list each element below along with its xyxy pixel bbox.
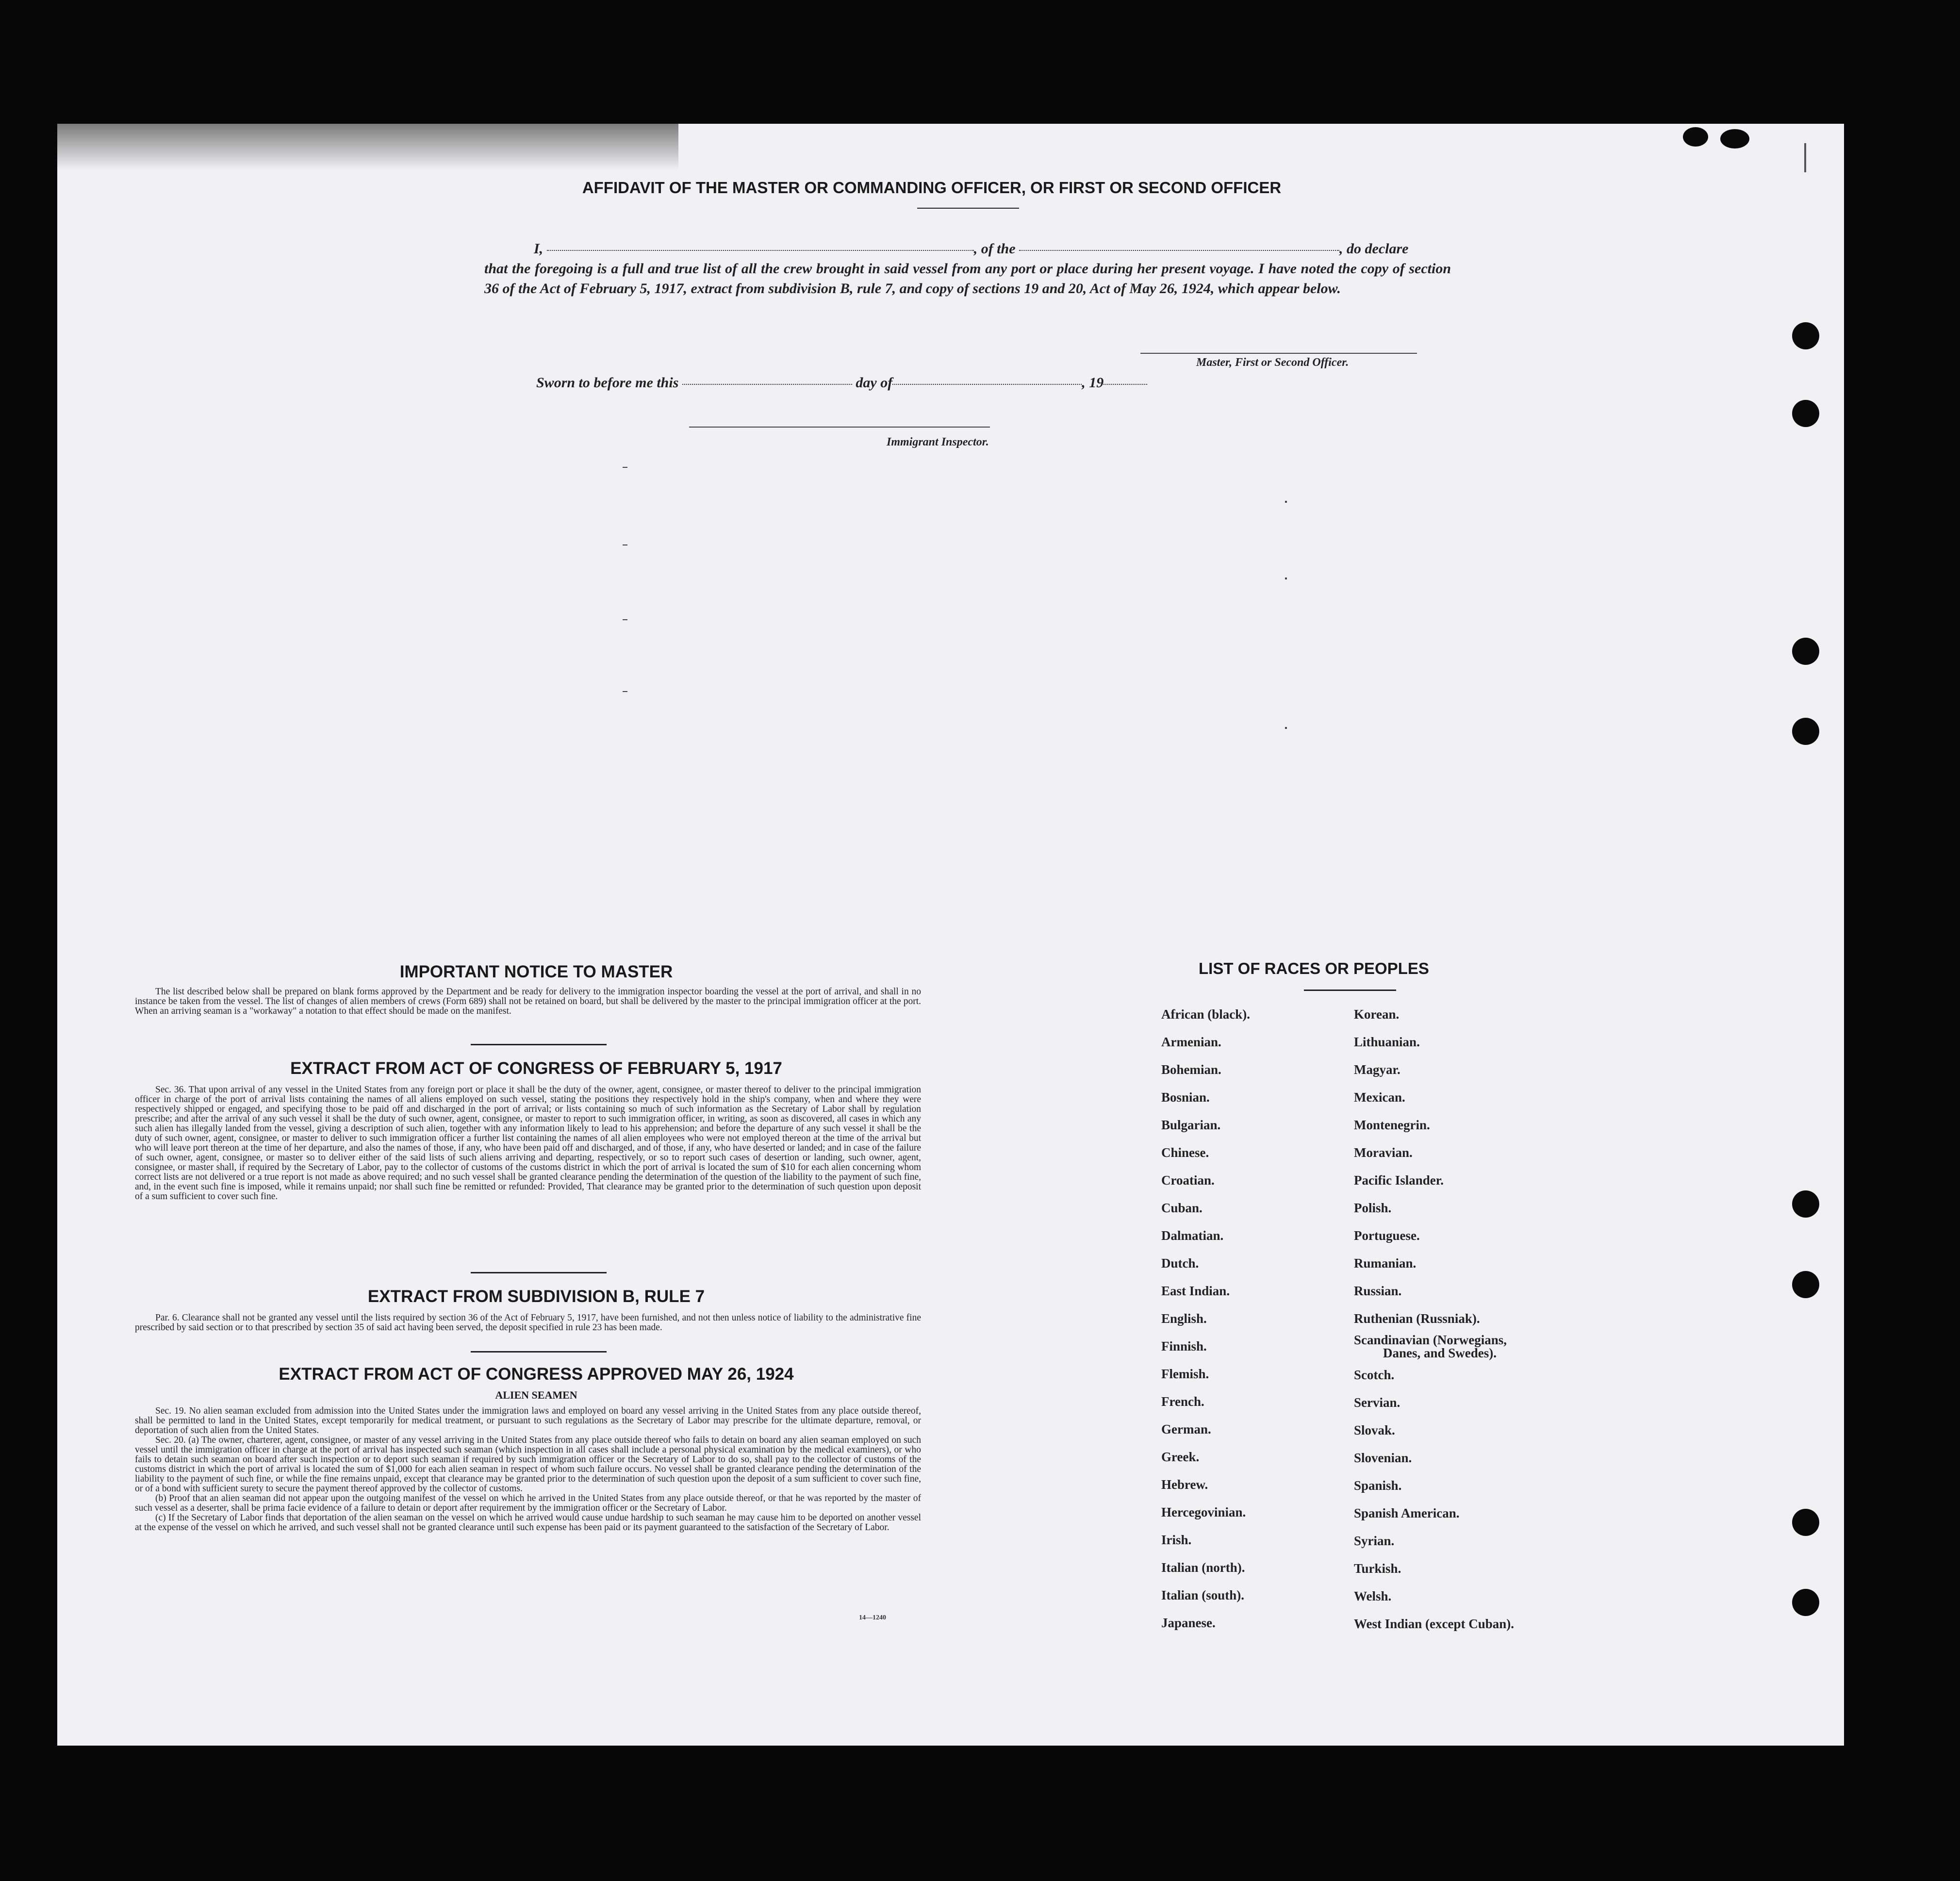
sworn-year-blank[interactable] xyxy=(1104,383,1147,385)
affidavit-of-the: , of the xyxy=(973,241,1016,257)
alien-seamen-subtitle: ALIEN SEAMEN xyxy=(495,1389,577,1401)
master-signature-line xyxy=(1140,353,1417,354)
race-item: Slovak. xyxy=(1354,1423,1395,1437)
race-item: East Indian. xyxy=(1161,1284,1230,1298)
extract-1917-text xyxy=(135,1085,921,1202)
scan-speck xyxy=(623,467,627,468)
race-item: Moravian. xyxy=(1354,1145,1413,1160)
race-item: Italian (north). xyxy=(1161,1560,1245,1575)
binder-hole xyxy=(1720,129,1749,148)
race-item: Pacific Islander. xyxy=(1354,1173,1444,1188)
race-item: Polish. xyxy=(1354,1201,1392,1215)
race-item: Slovenian. xyxy=(1354,1451,1412,1465)
sec19-paragraph: Sec. 19. No alien seaman excluded from admission into the United States under the immigration laws and employed on board any vessel arriving in the United States from any place outside thereof, shall be permitted to land in the United States, except temporarily for medical treatment, or pursuant to such regulations as the Secretary of Labor may prescribe for the ultimate departure, removal, or deportation of such alien from the United States. xyxy=(135,1406,921,1436)
races-title: LIST OF RACES OR PEOPLES xyxy=(1199,959,1429,977)
race-item: Bosnian. xyxy=(1161,1090,1210,1105)
race-item: West Indian (except Cuban). xyxy=(1354,1617,1515,1631)
race-item: Mexican. xyxy=(1354,1090,1405,1105)
race-item: Greek. xyxy=(1161,1450,1200,1464)
master-caption: Master, First or Second Officer. xyxy=(1196,356,1349,369)
race-item: Bulgarian. xyxy=(1161,1118,1221,1132)
race-item: German. xyxy=(1161,1422,1211,1436)
race-item: Cuban. xyxy=(1161,1201,1202,1215)
extract-1917-title: EXTRACT FROM ACT OF CONGRESS OF FEBRUARY 5, 1917 xyxy=(290,1059,782,1078)
race-item: Dutch. xyxy=(1161,1256,1199,1270)
race-item: Korean. xyxy=(1354,1007,1400,1022)
sworn-day-of: day of xyxy=(856,375,893,391)
sec20b-paragraph: (b) Proof that an alien seaman did not appear upon the outgoing manifest of the vessel on which he arrived in the United States from any place outside thereof, or that he was reported by the master of such vessel as a deserter, shall be prima facie evidence of a failure to detain or deport after requirement by the immigration officer or the Secretary of Labor. xyxy=(135,1493,921,1513)
binder-hole xyxy=(1792,400,1819,427)
binder-hole xyxy=(1792,718,1819,745)
inspector-caption: Immigrant Inspector. xyxy=(887,436,989,448)
race-item: Hercegovinian. xyxy=(1161,1505,1246,1519)
race-item-line-2: Danes, and Swedes). xyxy=(1383,1346,1497,1360)
sworn-month-blank[interactable] xyxy=(892,383,1082,385)
binder-hole xyxy=(1792,1271,1819,1298)
race-item: Portuguese. xyxy=(1354,1228,1420,1243)
race-item: Finnish. xyxy=(1161,1339,1207,1353)
sworn-day-blank[interactable] xyxy=(682,383,852,385)
notice-paragraph: The list described below shall be prepared on blank forms approved by the Department and be ready for delivery to the immigration inspector boarding the vessel at the port of arrival, and shall in no instance be taken from the vessel. The list of changes of alien members of crews (Form 689) shall not be retained on board, but shall be delivered by the master to the principal immigration officer at the port. When an arriving seaman is a "workaway" a notation to that effect should be made on the manifest. xyxy=(135,987,921,1016)
race-item: Chinese. xyxy=(1161,1145,1209,1160)
race-item: Servian. xyxy=(1354,1395,1400,1410)
affidavit-line-1 xyxy=(485,239,1451,259)
race-item: Montenegrin. xyxy=(1354,1118,1430,1132)
race-item: Croatian. xyxy=(1161,1173,1215,1188)
binder-hole xyxy=(1683,127,1708,147)
binder-hole xyxy=(1792,1190,1819,1218)
scan-speck xyxy=(623,619,627,620)
section-divider xyxy=(471,1272,607,1273)
notice-text xyxy=(135,987,921,1016)
race-item: English. xyxy=(1161,1311,1207,1326)
race-item: Russian. xyxy=(1354,1284,1402,1298)
race-item: Dalmatian. xyxy=(1161,1228,1224,1243)
race-item: Italian (south). xyxy=(1161,1588,1245,1602)
sec20a-paragraph: Sec. 20. (a) The owner, charterer, agent, consignee, or master of any vessel arriving in the United States from any place outside thereof who fails to detain on board any alien seaman employed on such vessel until the immigration officer in charge at the port of arrival has inspected such seaman (which inspection in all cases shall include a personal physical examination by the medical examiners), or who fails to detain such seaman on board after such inspection or to deport such seaman if required by such immigration officer or the Secretary of Labor to do so, shall pay to the collector of customs of the customs district in which the port of arrival is located the sum of $1,000 for each alien seaman in respect of whom such failure occurs. No vessel shall be granted clearance pending the determination of the liability to the payment of such fine, or while the fine remains unpaid, except that clearance may be granted prior to the determination of such question upon the deposit of a sum sufficient to cover such fine, or of a bond with sufficient surety to secure the payment thereof approved by the collector of customs. xyxy=(135,1435,921,1494)
affidavit-declare: , do declare xyxy=(1339,241,1409,257)
notice-title: IMPORTANT NOTICE TO MASTER xyxy=(399,962,673,981)
race-item: Irish. xyxy=(1161,1533,1192,1547)
sworn-prefix: Sworn to before me this xyxy=(536,375,679,391)
scan-speck xyxy=(1285,501,1287,503)
affidavit-title: AFFIDAVIT OF THE MASTER OR COMMANDING OFFICER, OR FIRST OR SECOND OFFICER xyxy=(582,179,1282,197)
form-number: 14—1240 xyxy=(859,1614,886,1621)
scan-speck xyxy=(1285,727,1287,729)
extract-rule7-title: EXTRACT FROM SUBDIVISION B, RULE 7 xyxy=(367,1287,705,1306)
extract-1924-title: EXTRACT FROM ACT OF CONGRESS APPROVED MAY 26, 1924 xyxy=(279,1365,794,1384)
race-item: Bohemian. xyxy=(1161,1062,1221,1077)
race-item: Syrian. xyxy=(1354,1534,1395,1548)
race-item: Spanish American. xyxy=(1354,1506,1460,1520)
vessel-blank[interactable] xyxy=(1019,249,1339,251)
scan-speck xyxy=(1804,143,1806,172)
races-title-rule xyxy=(1304,990,1396,991)
section-divider xyxy=(471,1351,607,1353)
race-item: Turkish. xyxy=(1354,1561,1401,1576)
race-item: Scotch. xyxy=(1354,1368,1395,1382)
extract-rule7-paragraph: Par. 6. Clearance shall not be granted any vessel until the lists required by section 36 of the Act of February 5, 1917, have been furnished, and not then unless notice of liability to the administrative fine prescribed by said section or to that prescribed by section 35 of said act having been served, the deposit specified in rule 23 has been made. xyxy=(135,1313,921,1333)
section-divider xyxy=(471,1044,607,1045)
affidavit-title-rule xyxy=(917,208,1019,209)
extract-rule7-text xyxy=(135,1313,921,1333)
extract-1924-text xyxy=(135,1406,921,1533)
sworn-year: , 19 xyxy=(1082,375,1104,391)
race-item: Armenian. xyxy=(1161,1035,1221,1049)
race-item: Hebrew. xyxy=(1161,1477,1208,1492)
sec20c-paragraph: (c) If the Secretary of Labor finds that deportation of the alien seaman on the vessel on which he arrived would cause undue hardship to such seaman he may cause him to be deported on another vessel at the expense of the vessel on which he arrived, and such vessel shall not be granted clearance until such expense has been paid or its payment guaranteed to the satisfaction of the Secretary of Labor. xyxy=(135,1513,921,1533)
scan-smudge xyxy=(57,124,678,170)
binder-hole xyxy=(1792,322,1819,349)
race-item xyxy=(1354,1333,1514,1361)
scan-speck xyxy=(1285,578,1287,579)
race-item: African (black). xyxy=(1161,1007,1250,1022)
race-item: Rumanian. xyxy=(1354,1256,1416,1270)
inspector-signature-line xyxy=(689,427,990,428)
binder-hole xyxy=(1792,638,1819,665)
extract-1917-paragraph: Sec. 36. That upon arrival of any vessel in the United States from any foreign port or place it shall be the duty of the owner, agent, consignee, or master thereof to deliver to the principal immigration officer in charge of the port of arrival lists containing the names of all aliens employed on such vessel, stating the positions they respectively hold in the ship's company, when and where they were respectively shipped or engaged, and specifying those to be paid off and discharged in the port of arrival; or lists containing so much of such information as the Secretary of Labor shall by regulation prescribe; and after the arrival of any such vessel it shall be the duty of such owner, agent, consignee, or master to report to such immigration officer, in writing, as soon as discovered, all cases in which any such alien has illegally landed from the vessel, giving a description of such alien, together with any information likely to lead to his apprehension; and before the departure of any such vessel it shall be the duty of such owner, agent, consignee, or master to deliver to such immigration officer a further list containing the names of all alien employees who were not employed thereon at the time of the arrival but who will leave port thereon at the time of her departure, and also the names of those, if any, who have been paid off and discharged, and of those, if any, who have deserted or landed; and in case of the failure of such owner, agent, consignee, or master so to deliver either of the said lists of such aliens arriving and departing, respectively, or so to report such cases of desertion or landing, such owner, agent, consignee, or master shall, if required by the Secretary of Labor, pay to the collector of customs of the customs district in which the port of arrival is located the sum of $10 for each alien concerning whom correct lists are not delivered or a true report is not made as above required; and no such vessel shall be granted clearance pending the determination of the question of the liability to the payment of such fine, and, in the event such fine is imposed, while it remains unpaid; nor shall such fine be remitted or refunded: Provided, That clearance may be granted prior to the determination of such question upon deposit of a sum sufficient to cover such fine. xyxy=(135,1085,921,1202)
races-column-1 xyxy=(1161,1001,1250,1637)
name-blank[interactable] xyxy=(547,249,974,251)
binder-hole xyxy=(1792,1509,1819,1536)
race-item: Magyar. xyxy=(1354,1062,1400,1077)
scan-speck xyxy=(623,544,627,545)
sworn-line xyxy=(536,373,1147,393)
race-item: Welsh. xyxy=(1354,1589,1392,1603)
binder-hole xyxy=(1792,1589,1819,1616)
race-item: Spanish. xyxy=(1354,1478,1402,1493)
scan-speck xyxy=(623,691,627,692)
races-column-2 xyxy=(1354,1001,1514,1638)
race-item: Flemish. xyxy=(1161,1367,1209,1381)
race-item: French. xyxy=(1161,1394,1204,1409)
race-item-line-1: Scandinavian (Norwegians, xyxy=(1354,1333,1507,1347)
affidavit-body: that the foregoing is a full and true list of all the crew brought in said vessel from any port or place during her present voyage. I have noted the copy of section 36 of the Act of February 5, 1917, extract from subdivision B, rule 7, and copy of sections 19 and 20, Act of May 26, 1924, which appear below. xyxy=(484,261,1451,297)
affidavit-i: I, xyxy=(534,241,544,257)
race-item: Lithuanian. xyxy=(1354,1035,1420,1049)
race-item: Japanese. xyxy=(1161,1616,1216,1630)
race-item: Ruthenian (Russniak). xyxy=(1354,1311,1480,1326)
